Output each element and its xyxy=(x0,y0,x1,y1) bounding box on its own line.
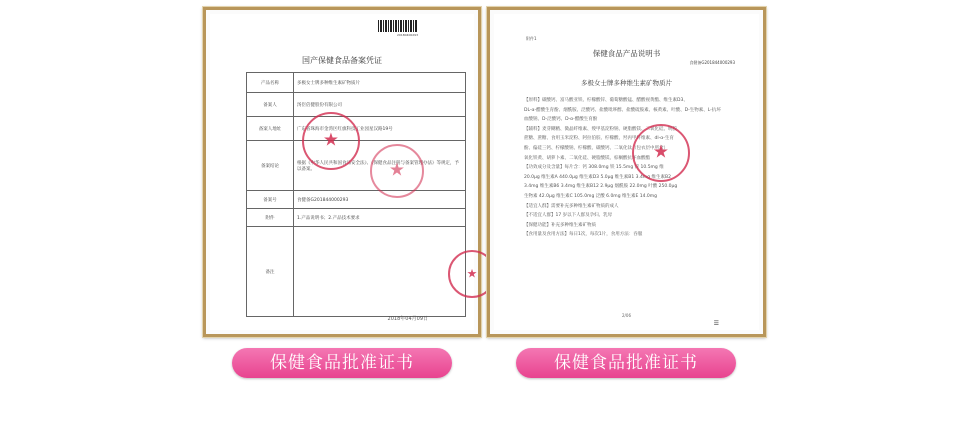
table-row: 备案人 汤臣倍健股份有限公司 xyxy=(247,93,466,117)
certificate-paper xyxy=(210,14,478,330)
product-name: 多极女士牌多种维生素矿物质片 xyxy=(581,79,672,87)
text-line: 【原料】碳酸钙、富马酸亚铁、柠檬酸锌、葡萄糖酸锰、醋酸视黄酯、维生素D3、 xyxy=(524,98,688,103)
text-line: 3.4mg 维生素B6 3.4mg 维生素B12 2.9μg 烟酰胺 22.0mg 叶酸 250.0μg xyxy=(524,184,678,190)
manual-image-frame xyxy=(487,7,766,337)
certificate-title: 国产保健食品备案凭证 xyxy=(302,56,382,65)
table-row: 备案结论 根据《中华人民共和国食品安全法》、《保健食品注册与备案管理办法》等规定，予以备案。 xyxy=(247,141,466,191)
table-row: 备案人地址 广东省珠海市金湾区红旗科技工业园星汉路19号 xyxy=(247,117,466,141)
text-line: 【辅料】麦芽糊精、微晶纤维素、羧甲基淀粉钠、硬脂酸镁、二氧化硅、明胶 xyxy=(524,126,677,132)
text-line: 【功效成分及含量】每片含：钙 308.0mg 铁 15.5mg 锌 10.5mg 维 xyxy=(524,165,664,171)
table-row: 附件 1.产品说明书；2.产品技术要求 xyxy=(247,209,466,227)
text-line: 【不适宜人群】17 岁以下人群及孕妇、乳母 xyxy=(524,213,613,219)
certificate-date: 2018年04月09日 xyxy=(387,316,428,322)
text-line: 【食用量及食用方法】每日1次，每次1片，食用方法：吞服 xyxy=(524,232,643,238)
page-number: 2/06 xyxy=(622,313,631,318)
official-seal-icon: ★ xyxy=(302,112,360,170)
table-row: 备案号 食健备G201844000293 xyxy=(247,191,466,209)
text-line: 蔗糖、蔗糖、食用玉米淀粉、阿拉伯胶、柠檬酸、羟丙甲纤维素、dl-α-生育 xyxy=(524,136,674,142)
text-line: 生物素 42.0μg 维生素C 105.0mg 泛酸 6.0mg 维生素E 14.0mg xyxy=(524,193,658,199)
table-row: 备注 xyxy=(247,227,466,317)
barcode-icon xyxy=(378,20,418,32)
manual-paper xyxy=(494,14,759,330)
text-line: 氧化铁黄、胡萝卜素、二氧化硅、硬脂酸镁、棕榈酸抗坏血酸酯 xyxy=(524,155,650,161)
seal-icon: ★ xyxy=(370,144,424,198)
official-seal-icon: ★ xyxy=(632,124,690,182)
text-line: DL-α-醋酸生育酚、烟酰胺、泛酸钙、盐酸吡哆醇、盐酸硫胺素、核黄素、叶酸、D-生物素、L-抗坏 xyxy=(524,107,721,113)
corner-seal-icon: ★ xyxy=(448,250,496,298)
menu-icon: ☰ xyxy=(713,320,719,327)
attachment-label: 附件1 xyxy=(526,36,537,41)
text-line: 血酸钠、D-泛酸钙、D-α-醋酸生育酚 xyxy=(524,117,598,123)
text-line: 酚、偏硅三钙、柠檬酸钠、柠檬酸、碳酸钙、二氧化钛（包衣层中所含） xyxy=(524,145,668,151)
barcode-number: 20180400293 xyxy=(397,33,418,37)
text-line: 20.0μg 维生素A 440.0μg 维生素D3 5.0μg 维生素B1 3.4mg 维生素B2 xyxy=(524,174,671,180)
registration-number: 食健备G201844000293 xyxy=(689,60,735,65)
certificate-button-left[interactable]: 保健食品批准证书 xyxy=(232,348,452,378)
certificate-image-frame xyxy=(203,7,481,337)
text-line: 【适宜人群】需要补充多种维生素矿物质的成人 xyxy=(524,203,619,209)
text-line: 【保健功能】补充多种维生素矿物质 xyxy=(524,222,596,228)
manual-body xyxy=(524,96,735,240)
manual-title: 保健食品产品说明书 xyxy=(592,49,661,58)
table-row: 产品名称 多极女士牌多种维生素矿物质片 xyxy=(247,73,466,93)
certificate-table xyxy=(246,72,466,317)
certificate-button-right[interactable]: 保健食品批准证书 xyxy=(516,348,736,378)
